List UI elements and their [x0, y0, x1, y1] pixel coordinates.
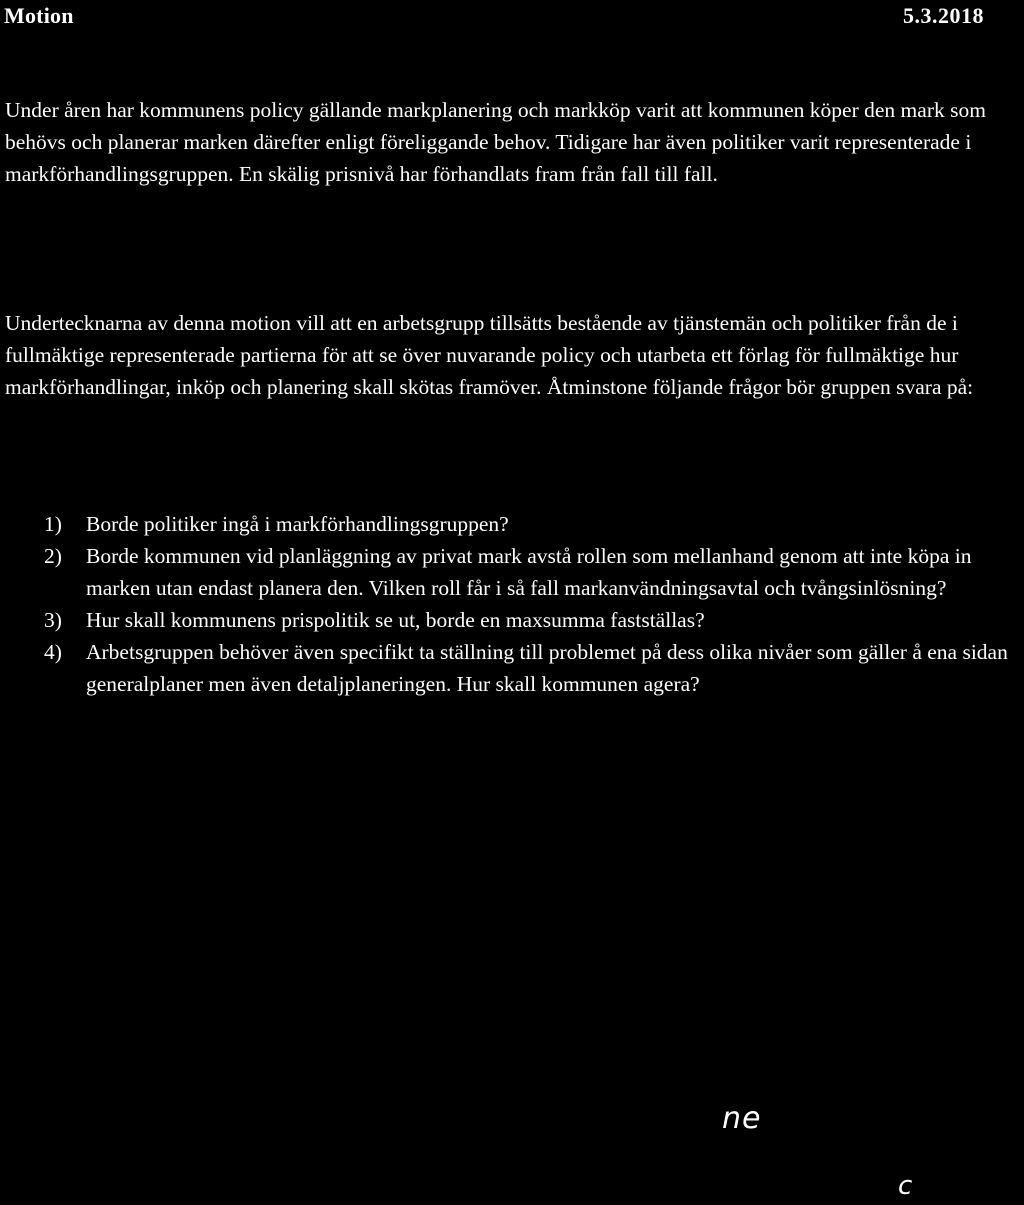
question-item	[0, 636, 1016, 700]
handwritten-mark: c	[898, 1171, 913, 1201]
question-text: Borde politiker ingå i markförhandlingsgruppen?	[86, 512, 509, 536]
question-text: Hur skall kommunens prispolitik se ut, borde en maxsumma fastställas?	[86, 608, 705, 632]
question-item	[0, 604, 1016, 636]
intro-paragraph: Under åren har kommunens policy gällande markplanering och markköp varit att kommunen köper den mark som behövs och planerar marken därefter enligt föreliggande behov. Tidigare har även politiker varit representerade i markförhandlingsgruppen. En skälig prisnivå har förhandlats fram från fall till fall.	[5, 98, 986, 186]
question-number: 1)	[44, 512, 62, 536]
proposal-paragraph: Undertecknarna av denna motion vill att en arbetsgrupp tillsätts bestående av tjänstemän och politiker från de i fullmäktige representerade partierna för att se över nuvarande policy och utarbeta ett förlag för fullmäktige hur markförhandlingar, inköp och planering skall skötas framöver. Åtminstone följande frågor bör gruppen svara på:	[5, 311, 974, 399]
document-header	[0, 0, 1024, 36]
question-number: 3)	[44, 608, 62, 632]
question-number: 2)	[44, 544, 62, 568]
question-text: Borde kommunen vid planläggning av privat mark avstå rollen som mellanhand genom att inte köpa in marken utan endast planera den. Vilken roll får i så fall markanvändningsavtal och tvångsinlösning?	[86, 544, 972, 600]
handwritten-mark: ne	[722, 1101, 762, 1136]
question-text: Arbetsgruppen behöver även specifikt ta ställning till problemet på dess olika nivåer som gäller å ena sidan generalplaner men även detaljplaneringen. Hur skall kommunen agera?	[86, 640, 1008, 696]
question-item	[0, 540, 1016, 604]
question-list	[0, 508, 1024, 700]
question-number: 4)	[44, 640, 62, 664]
document-title: Motion	[4, 3, 74, 28]
document-date: 5.3.2018	[903, 3, 984, 28]
question-item	[0, 508, 1016, 540]
